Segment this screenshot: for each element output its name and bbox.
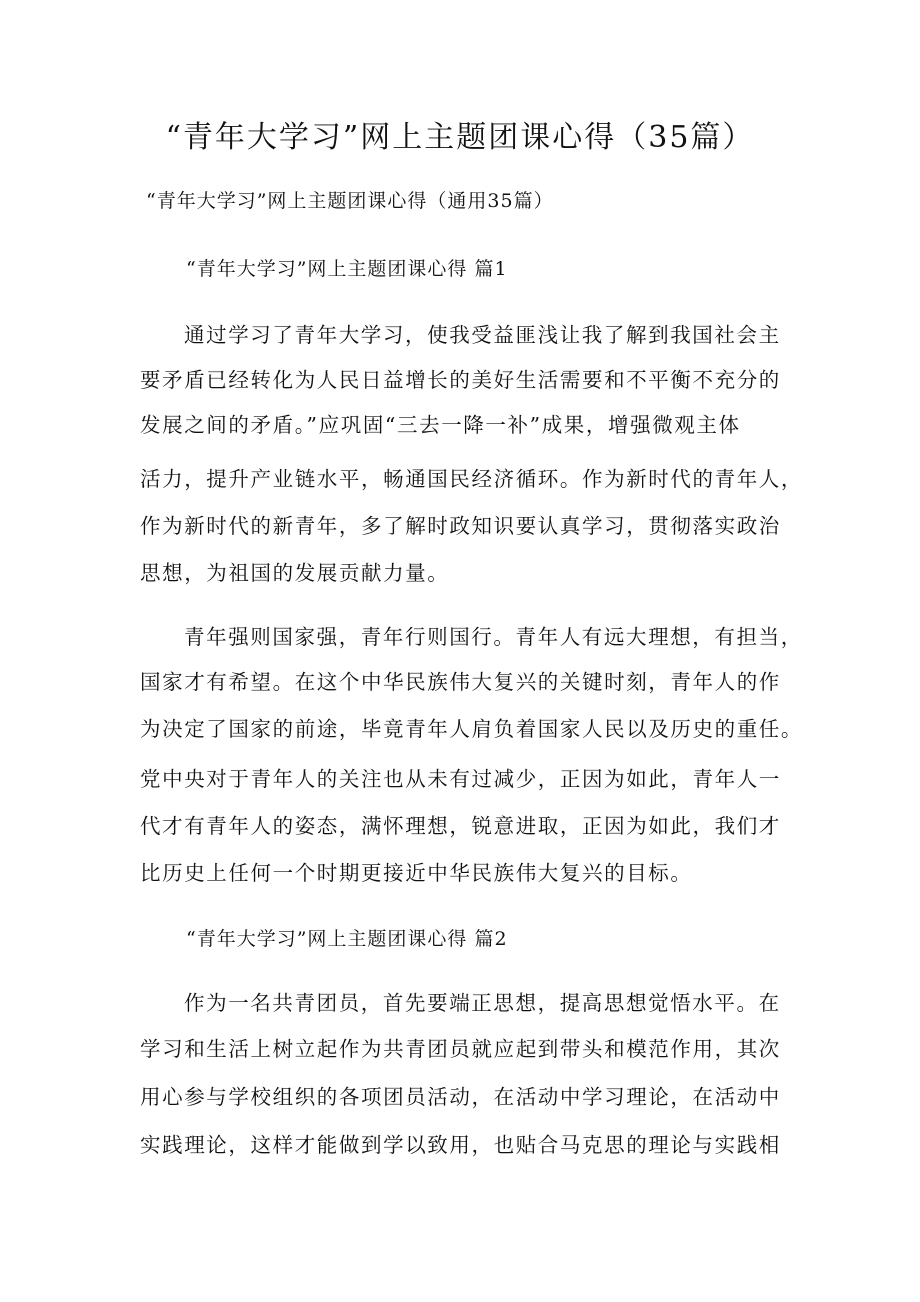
paragraph-line: 作为新时代的新青年，多了解时政知识要认真学习，贯彻落实政治 — [140, 514, 781, 538]
paragraph-line: 要矛盾已经转化为人民日益增长的美好生活需要和不平衡不充分的 — [140, 368, 781, 392]
paragraph-line: 国家才有希望。在这个中华民族伟大复兴的关键时刻，青年人的作 — [140, 670, 781, 694]
paragraph-line: 学习和生活上树立起作为共青团员就应起到带头和模范作用，其次 — [140, 1037, 781, 1061]
paragraph-line: 实践理论，这样才能做到学以致用，也贴合马克思的理论与实践相 — [140, 1133, 781, 1157]
section-heading-2: “青年大学习”网上主题团课心得 篇2 — [186, 928, 508, 950]
paragraph-line: 用心参与学校组织的各项团员活动，在活动中学习理论，在活动中 — [140, 1085, 781, 1109]
paragraph-line: 发展之间的矛盾。”应巩固“三去一降一补”成果，增强微观主体 — [140, 413, 741, 437]
paragraph-line: 思想，为祖国的发展贡献力量。 — [140, 561, 450, 585]
document-title: “青年大学习”网上主题团课心得（35篇） — [165, 120, 755, 155]
paragraph-line: 比历史上任何一个时期更接近中华民族伟大复兴的目标。 — [140, 861, 693, 885]
paragraph-line: 代才有青年人的姿态，满怀理想，锐意进取，正因为如此，我们才 — [140, 814, 781, 838]
document-subtitle: “青年大学习”网上主题团课心得（通用35篇） — [146, 190, 554, 212]
paragraph-line: 通过学习了青年大学习，使我受益匪浅让我了解到我国社会主 — [184, 323, 781, 347]
paragraph-line: 党中央对于青年人的关注也从未有过减少，正因为如此，青年人一 — [140, 767, 781, 791]
paragraph-line: 活力，提升产业链水平，畅通国民经济循环。作为新时代的青年人， — [140, 467, 803, 491]
paragraph-line: 作为一名共青团员，首先要端正思想，提高思想觉悟水平。在 — [184, 991, 781, 1015]
paragraph-line: 青年强则国家强，青年行则国行。青年人有远大理想，有担当， — [184, 625, 803, 649]
section-heading-1: “青年大学习”网上主题团课心得 篇1 — [186, 258, 508, 280]
paragraph-line: 为决定了国家的前途，毕竟青年人肩负着国家人民以及历史的重任。 — [140, 717, 803, 741]
